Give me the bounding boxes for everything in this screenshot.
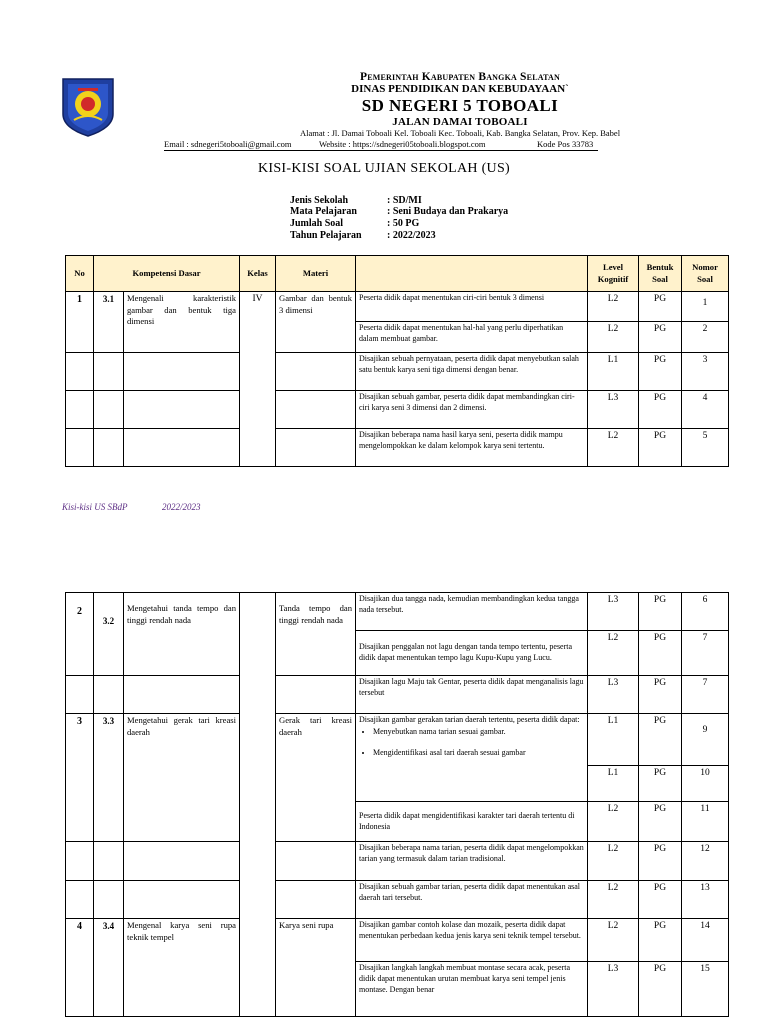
info-key: Mata Pelajaran: [290, 206, 357, 217]
indikator-text: Disajikan beberapa nama tarian, peserta didik dapat mengelompokkan tarian yang termasuk dalam tarian tradisional.: [356, 842, 588, 881]
level-value: L2: [588, 429, 639, 467]
kd-code: 3.4: [94, 919, 124, 1017]
district-logo: [60, 76, 116, 138]
indikator-list: [356, 714, 588, 802]
table-row: [66, 881, 729, 919]
header-postal-code: Kode Pos 33783: [537, 139, 594, 149]
nomor-value: 15: [682, 962, 729, 1017]
col-header-no: No: [66, 256, 94, 292]
bentuk-value: PG: [639, 802, 682, 842]
footer-label: Kisi-kisi US SBdP: [62, 502, 128, 512]
empty-cell: [94, 842, 124, 881]
nomor-value: 10: [682, 766, 729, 802]
bentuk-value: PG: [639, 391, 682, 429]
level-value: L2: [588, 802, 639, 842]
header-contact-line: [164, 139, 598, 151]
header-street: JALAN DAMAI TOBOALI: [392, 116, 528, 128]
empty-cell: [94, 353, 124, 391]
nomor-value: 9: [682, 714, 729, 766]
nomor-value: 3: [682, 353, 729, 391]
document-title: KISI-KISI SOAL UJIAN SEKOLAH (US): [257, 161, 511, 176]
col-header-level: Level Kognitif: [588, 256, 639, 292]
level-value: L1: [588, 353, 639, 391]
kisi-kisi-table-page1: [65, 255, 729, 467]
empty-cell: [66, 353, 94, 391]
empty-cell: [124, 391, 240, 429]
row-no: 4: [66, 919, 94, 1017]
kd-text: Mengetahui tanda tempo dan tinggi rendah nada: [124, 593, 240, 676]
nomor-value: 1: [682, 292, 729, 322]
indikator-bullet: • Mengidentifikasi asal tari daerah sesuai gambar: [373, 748, 584, 759]
empty-cell: [66, 391, 94, 429]
bentuk-value: PG: [639, 292, 682, 322]
empty-cell: [124, 881, 240, 919]
info-value: : SD/MI: [387, 195, 422, 206]
kd-code: 3.3: [94, 714, 124, 842]
nomor-value: 11: [682, 802, 729, 842]
materi-text: Gambar dan bentuk 3 dimensi: [276, 292, 356, 353]
table-row: [66, 676, 729, 714]
table-row: [66, 842, 729, 881]
empty-cell: [276, 429, 356, 467]
level-value: L2: [588, 322, 639, 353]
nomor-value: 4: [682, 391, 729, 429]
indikator-text: Disajikan gambar contoh kolase dan mozaik, peserta didik dapat menentukan perbedaan kedua jenis karya seni teknik tempel tersebut.: [356, 919, 588, 962]
nomor-value: 5: [682, 429, 729, 467]
kelas-cell: [240, 593, 276, 676]
bentuk-value: PG: [639, 919, 682, 962]
header-email: Email : sdnegeri5toboali@gmail.com: [164, 139, 292, 149]
indikator-text: Disajikan lagu Maju tak Gentar, peserta didik dapat menganalisis lagu tersebut: [356, 676, 588, 714]
kd-text: Mengenal karya seni rupa teknik tempel: [124, 919, 240, 1017]
bentuk-value: PG: [639, 631, 682, 676]
empty-cell: [66, 842, 94, 881]
kisi-kisi-table-page2: [65, 592, 729, 1017]
level-value: L2: [588, 292, 639, 322]
empty-cell: [66, 676, 94, 714]
materi-text: Tanda tempo dan tinggi rendah nada: [276, 593, 356, 676]
level-value: L2: [588, 842, 639, 881]
empty-cell: [276, 842, 356, 881]
indikator-text: Peserta didik dapat menentukan hal-hal yang perlu diperhatikan dalam membuat gambar.: [356, 322, 588, 353]
empty-cell: [124, 676, 240, 714]
table-row: [66, 353, 729, 391]
level-value: L3: [588, 391, 639, 429]
col-header-indikator: [356, 256, 588, 292]
bentuk-value: PG: [639, 842, 682, 881]
info-key: Jumlah Soal: [290, 218, 344, 229]
kelas-cell: [240, 714, 276, 842]
footer-year: 2022/2023: [162, 502, 201, 512]
nomor-value: 2: [682, 322, 729, 353]
level-value: L1: [588, 714, 639, 766]
indikator-text: Disajikan langkah langkah membuat montase secara acak, peserta didik dapat menentukan urutan membuat karya seni tempel jenis montase. Dengan benar: [356, 962, 588, 1017]
indikator-text: Disajikan dua tangga nada, kemudian membandingkan kedua tangga nada tersebut.: [356, 593, 588, 631]
header-government: Pemerintah Kabupaten Bangka Selatan: [359, 71, 561, 83]
info-key: Jenis Sekolah: [290, 195, 349, 206]
info-value: : 2022/2023: [387, 230, 436, 241]
empty-cell: [124, 842, 240, 881]
table-row: [66, 593, 729, 631]
bentuk-value: PG: [639, 766, 682, 802]
info-value: : Seni Budaya dan Prakarya: [387, 206, 509, 217]
indikator-text: Disajikan beberapa nama hasil karya seni, peserta didik mampu mengelompokkan ke dalam kelompok karya seni tertentu.: [356, 429, 588, 467]
bentuk-value: PG: [639, 322, 682, 353]
indikator-text: Disajikan penggalan not lagu dengan tanda tempo tertentu, peserta didik dapat menentukan tempo lagu Kupu-Kupu yang Lucu.: [356, 631, 588, 676]
empty-cell: [94, 881, 124, 919]
col-header-nomor: Nomor Soal: [682, 256, 729, 292]
indikator-text: Disajikan sebuah gambar, peserta didik dapat membandingkan ciri-ciri karya seni 3 dimensi dan 2 dimensi.: [356, 391, 588, 429]
empty-cell: [276, 391, 356, 429]
level-value: L3: [588, 593, 639, 631]
table-row: [66, 292, 729, 322]
indikator-bullet: • Menyebutkan nama tarian sesuai gambar.: [373, 727, 584, 738]
nomor-value: 7: [682, 676, 729, 714]
bentuk-value: PG: [639, 881, 682, 919]
kelas-value: IV: [240, 292, 276, 467]
empty-cell: [276, 353, 356, 391]
empty-cell: [124, 429, 240, 467]
table-row: [66, 714, 729, 766]
kd-code: 3.2: [94, 593, 124, 676]
empty-cell: [66, 881, 94, 919]
level-value: L1: [588, 766, 639, 802]
nomor-value: 7: [682, 631, 729, 676]
nomor-value: 13: [682, 881, 729, 919]
bentuk-value: PG: [639, 676, 682, 714]
nomor-value: 12: [682, 842, 729, 881]
kelas-cell: [240, 919, 276, 1017]
kd-text: Mengenali karakteristik gambar dan bentuk tiga dimensi: [124, 292, 240, 353]
row-no: 1: [66, 292, 94, 353]
level-value: L3: [588, 962, 639, 1017]
bentuk-value: PG: [639, 429, 682, 467]
empty-cell: [94, 391, 124, 429]
info-key: Tahun Pelajaran: [290, 230, 362, 241]
indikator-text: Disajikan sebuah gambar tarian, peserta didik dapat menentukan asal daerah tari tersebut.: [356, 881, 588, 919]
row-no: 3: [66, 714, 94, 842]
empty-cell: [66, 429, 94, 467]
empty-cell: [94, 429, 124, 467]
table-row: [66, 391, 729, 429]
nomor-value: 6: [682, 593, 729, 631]
empty-cell: [276, 676, 356, 714]
bentuk-value: PG: [639, 353, 682, 391]
col-header-kd: Kompetensi Dasar: [94, 256, 240, 292]
header-school-name: SD NEGERI 5 TOBOALI: [361, 96, 559, 115]
col-header-bentuk: Bentuk Soal: [639, 256, 682, 292]
empty-cell: [94, 676, 124, 714]
empty-cell: [124, 353, 240, 391]
level-value: L2: [588, 631, 639, 676]
nomor-value: 14: [682, 919, 729, 962]
row-no: 2: [66, 593, 94, 676]
header-website: Website : https://sdnegeri05toboali.blogspot.com: [319, 139, 486, 149]
kelas-cell: [240, 842, 276, 881]
col-header-kelas: Kelas: [240, 256, 276, 292]
col-header-materi: Materi: [276, 256, 356, 292]
materi-text: Gerak tari kreasi daerah: [276, 714, 356, 842]
indikator-text: Disajikan sebuah pernyataan, peserta didik dapat menyebutkan salah satu bentuk karya seni tiga dimensi dengan benar.: [356, 353, 588, 391]
bentuk-value: PG: [639, 593, 682, 631]
table-row: [66, 919, 729, 962]
bentuk-value: PG: [639, 714, 682, 766]
indikator-text: Peserta didik dapat mengidentifikasi karakter tari daerah tertentu di Indonesia: [356, 802, 588, 842]
materi-text: Karya seni rupa: [276, 919, 356, 1017]
level-value: L2: [588, 919, 639, 962]
level-value: L2: [588, 881, 639, 919]
indikator-bullets: [359, 727, 584, 759]
indikator-intro: Disajikan gambar gerakan tarian daerah tertentu, peserta didik dapat:: [359, 715, 580, 724]
kelas-cell: [240, 881, 276, 919]
kelas-cell: [240, 676, 276, 714]
header-address: Alamat : Jl. Damai Toboali Kel. Toboali Kec. Toboali, Kab. Bangka Selatan, Prov. Kep. Babel: [299, 128, 621, 138]
level-value: L3: [588, 676, 639, 714]
info-value: : 50 PG: [387, 218, 420, 229]
indikator-text: Peserta didik dapat menentukan ciri-ciri bentuk 3 dimensi: [356, 292, 588, 322]
kd-text: Mengetahui gerak tari kreasi daerah: [124, 714, 240, 842]
kd-code: 3.1: [94, 292, 124, 353]
bentuk-value: PG: [639, 962, 682, 1017]
empty-cell: [276, 881, 356, 919]
table-row: [66, 429, 729, 467]
header-department: DINAS PENDIDIKAN DAN KEBUDAYAAN`: [351, 83, 569, 95]
